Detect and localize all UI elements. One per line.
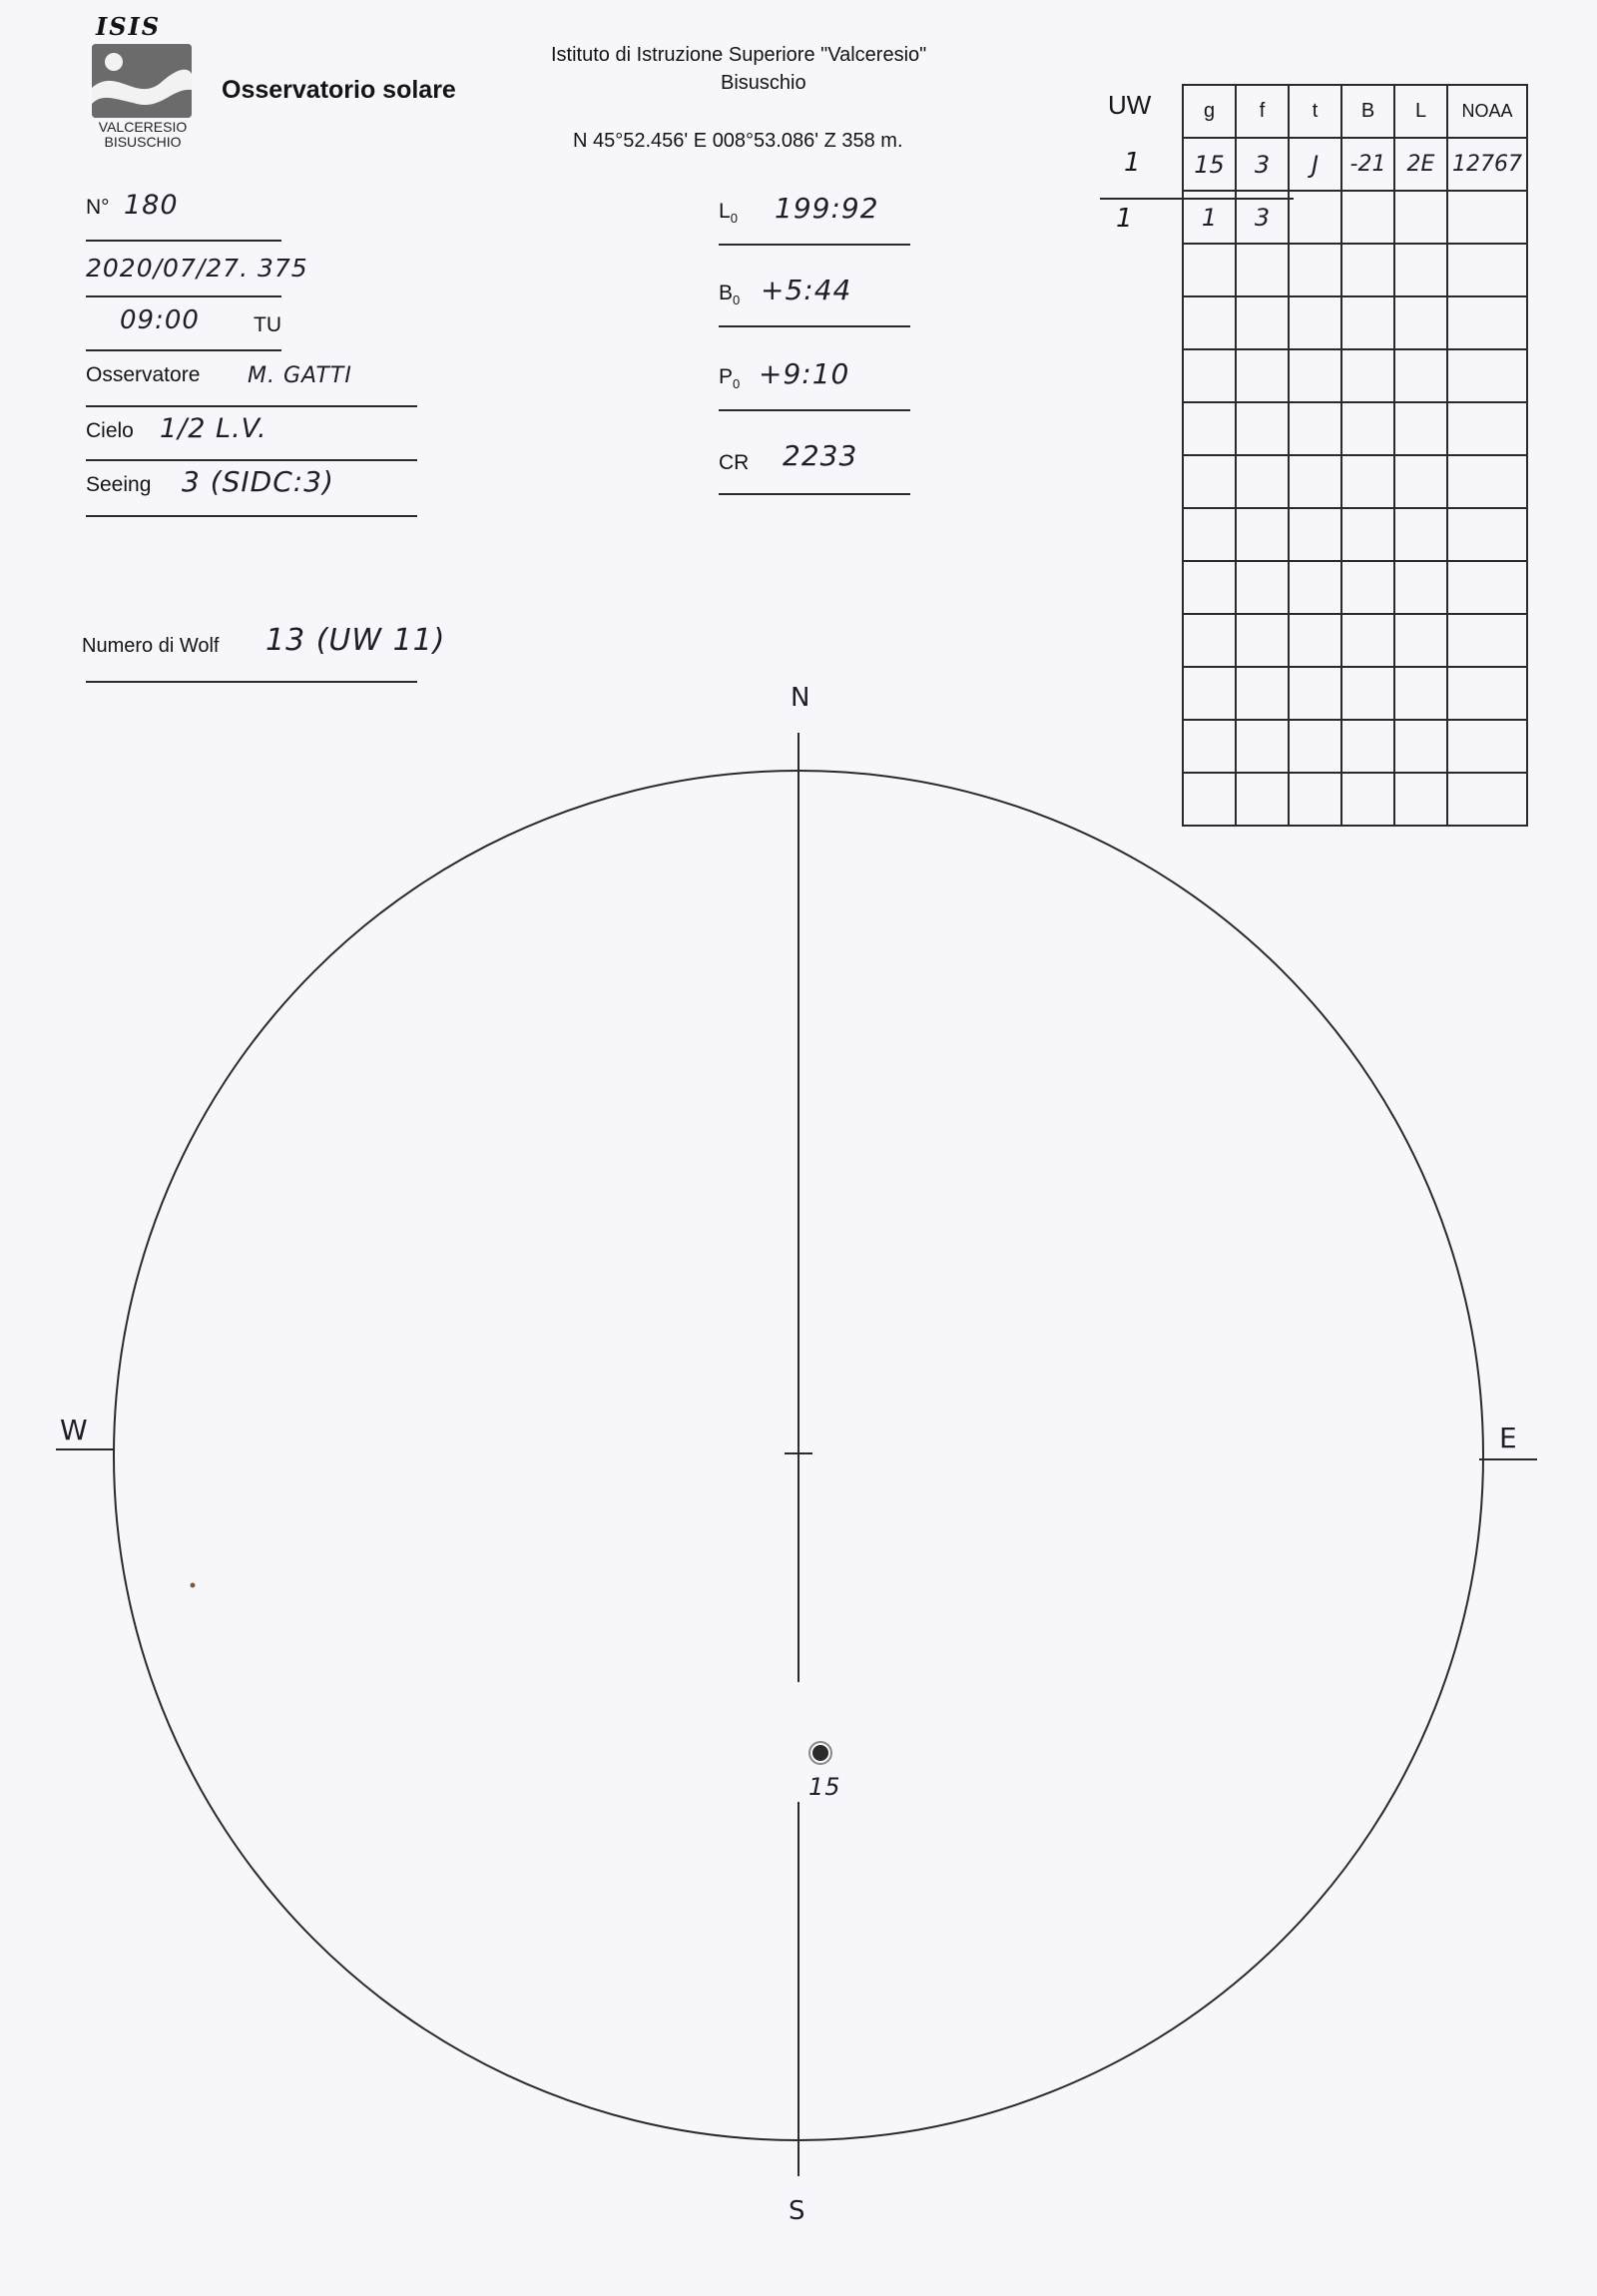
cell: 2E <box>1394 138 1447 191</box>
sunspot-label: 15 <box>808 1773 841 1801</box>
col-b: B <box>1341 85 1394 138</box>
observer-label: Osservatore <box>86 363 201 386</box>
east-label: E <box>1499 1422 1518 1454</box>
cr-label: CR <box>719 451 750 474</box>
col-t: t <box>1289 85 1341 138</box>
observatory-title: Osservatorio solare <box>222 76 456 104</box>
sky-label: Cielo <box>86 419 134 442</box>
p0-value: +9:10 <box>759 357 850 390</box>
date-value: 2020/07/27. 375 <box>86 254 308 283</box>
seeing-value: 3 (SIDC:3) <box>182 465 334 498</box>
p0-sub: 0 <box>733 376 741 392</box>
l0-letter: L <box>719 200 731 223</box>
number-label: N° <box>86 196 110 219</box>
cr-value: 2233 <box>783 439 858 472</box>
seeing-label: Seeing <box>86 473 152 496</box>
b0-value: +5:44 <box>761 274 852 306</box>
sky-value: 1/2 L.V. <box>160 413 267 444</box>
cell: 15 <box>1183 138 1236 191</box>
sunspot-mark <box>812 1745 828 1761</box>
number-value: 180 <box>124 190 179 221</box>
l0-sub: 0 <box>730 211 738 227</box>
logo-caption-line2: BISUSCHIO <box>104 134 182 150</box>
uw-header: UW <box>1108 90 1152 120</box>
p0-letter: P <box>719 365 734 388</box>
col-l: L <box>1394 85 1447 138</box>
l0-value: 199:92 <box>775 192 879 225</box>
cell: J <box>1289 138 1341 191</box>
cell: 1 <box>1183 191 1236 244</box>
paper-speck <box>191 1583 196 1588</box>
west-label: W <box>60 1414 89 1446</box>
wolf-label: Numero di Wolf <box>82 635 220 657</box>
col-noaa: NOAA <box>1447 85 1527 138</box>
uw-row-2: 1 <box>1116 204 1133 234</box>
cell: 3 <box>1236 138 1289 191</box>
col-g: g <box>1183 85 1236 138</box>
b0-sub: 0 <box>733 292 741 308</box>
observer-value: M. GATTI <box>248 363 352 388</box>
time-unit: TU <box>254 313 281 336</box>
col-f: f <box>1236 85 1289 138</box>
institute-town: Bisuschio <box>721 72 806 94</box>
north-label: N <box>791 683 811 713</box>
logo-caption-line1: VALCERESIO <box>98 119 188 135</box>
south-label: S <box>789 2196 806 2226</box>
cell: 3 <box>1236 191 1289 244</box>
logo-wordmark: ISIS <box>96 12 162 41</box>
cell: 12767 <box>1447 138 1527 191</box>
uw-row-1: 1 <box>1124 148 1141 178</box>
wolf-value: 13 (UW 11) <box>266 623 446 658</box>
site-coordinates: N 45°52.456' E 008°53.086' Z 358 m. <box>573 130 903 152</box>
cell: -21 <box>1341 138 1394 191</box>
institute-name: Istituto di Istruzione Superiore "Valceresio" <box>551 44 927 66</box>
b0-letter: B <box>719 282 734 304</box>
time-value: 09:00 <box>120 305 200 335</box>
